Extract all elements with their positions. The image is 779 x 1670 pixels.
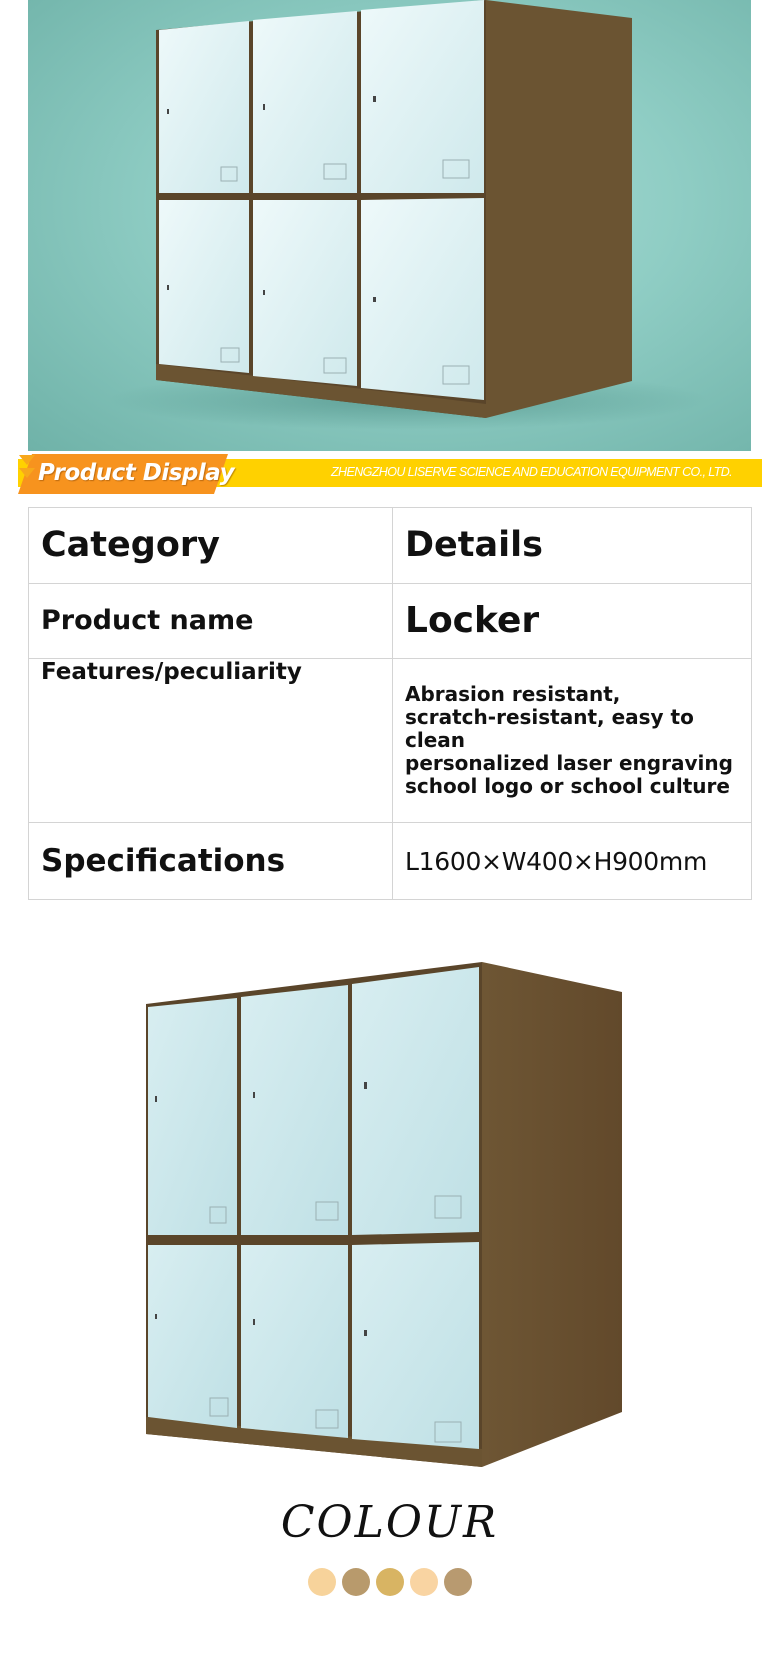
- colour-swatch[interactable]: [376, 1568, 404, 1596]
- table-header-row: [29, 508, 752, 584]
- features-line: Abrasion resistant,: [405, 682, 621, 707]
- specification-table: [28, 507, 752, 900]
- double-chevron-down-icon: [18, 453, 36, 481]
- category-header: Category: [29, 508, 393, 584]
- table-row: [29, 823, 752, 900]
- product-name-value: Locker: [393, 583, 752, 659]
- table-row: [29, 583, 752, 659]
- colour-title: COLOUR: [280, 1497, 499, 1548]
- product-photo-bottom: [140, 962, 660, 1472]
- features-line: scratch-resistant, easy to clean: [405, 705, 694, 753]
- product-display-banner: [18, 453, 762, 495]
- colour-swatch[interactable]: [308, 1568, 336, 1596]
- product-photo-top: [28, 0, 751, 451]
- specifications-value: L1600×W400×H900mm: [393, 823, 752, 900]
- colour-swatch[interactable]: [342, 1568, 370, 1596]
- colour-swatches: [0, 1568, 779, 1598]
- details-header: Details: [393, 508, 752, 584]
- features-line: school logo or school culture: [405, 774, 730, 799]
- features-value: [393, 659, 752, 823]
- locker-illustration-top: [28, 0, 751, 451]
- locker-illustration-bottom: [140, 962, 660, 1472]
- features-label: Features/peculiarity: [29, 659, 393, 823]
- colour-swatch[interactable]: [444, 1568, 472, 1596]
- product-name-label: Product name: [29, 583, 393, 659]
- specifications-label: Specifications: [29, 823, 393, 900]
- colour-swatch[interactable]: [410, 1568, 438, 1596]
- table-row: [29, 659, 752, 823]
- company-name: ZHENGZHOU LISERVE SCIENCE AND EDUCATION EQUIPMENT CO., LTD.: [331, 465, 732, 479]
- features-line: personalized laser engraving: [405, 751, 733, 776]
- banner-title: Product Display: [38, 460, 235, 486]
